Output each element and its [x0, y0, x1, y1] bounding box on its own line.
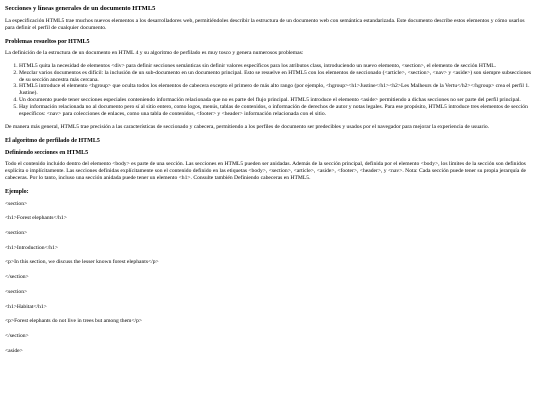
algorithm-heading: El algoritmo de perfilado de HTML5: [5, 137, 100, 144]
code-line: <section>: [5, 288, 28, 295]
code-line: </section>: [5, 332, 29, 339]
code-line: <p>In this section, we discuss the lesser known forest elephants</p>: [5, 259, 159, 266]
problems-summary-paragraph: De manera más general, HTML5 trae precisión a las características de seccionado y cabecera, permitiendo a los perfiles de documento ser predecibles y usados por el navegador para mejorar la experiencia de usuario.: [5, 123, 490, 130]
list-item: 3. HTML5 introduce el elemento <hgroup> que oculta todos los elementos de cabecera excepto el primero de más alto rango (por ejemplo, <hgroup><h1>Justine</h1><h2>Les Malheurs de la Vertu</h2></hgroup> crea el perfil 1. Justine).: [19, 83, 535, 97]
code-line: <aside>: [5, 347, 23, 354]
defining-sections-paragraph: Todo el contenido incluido dentro del elemento <body> es parte de una sección. Las secciones en HTML5 pueden ser anidadas. Además de la sección principal, definida por el elemento <body>, los límites de la sección son definidos explícita o implícitamente. Las secciones definidas explícitamente son el contenido definido en las etiquetas <body>, <section>, <article>, <aside>, <footer>, <header>, y <nav>. Nota: Cada sección puede tener su propia jerarquía de cabeceras. Por lo tanto, incluso una sección anidada puede tener un elemento <h1>. Consulte también Definiendo cabeceras en HTML5.: [5, 160, 527, 181]
problems-intro-paragraph: La definición de la estructura de un documento en HTML 4 y su algoritmo de perfilado es muy tosco y genera numerosos problemas:: [5, 49, 304, 56]
code-line: <h1>Habitat</h1>: [5, 303, 47, 310]
code-line: <p>Forest elephants do not live in trees but among them</p>: [5, 318, 143, 325]
defining-sections-heading: Definiendo secciones en HTML5: [5, 149, 89, 156]
code-line: <section>: [5, 200, 28, 207]
code-line: <h1>Forest elephants</h1>: [5, 215, 67, 222]
list-item: 2. Mezclar varios documentos es difícil: la inclusión de un sub-documento en un documento principal. Esto se resuelve en HTML5 con los elementos de seccionado (<article>, <section>, <nav> y <aside>) son siempre subsecciones de su sección ancestra más cercana.: [19, 70, 535, 84]
list-item: 5. Hay información relacionada no al documento pero sí al sitio entero, como logos, menús, tablas de contenidos, o información de derechos de autor y notas legales. Para ese propósito, HTML5 introduce tres elementos de sección específicos: <nav> para colecciones de enlaces, como una tabla de contenidos, <footer> y <header> información relacionada con el sitio.: [19, 104, 535, 118]
intro-paragraph: La especificación HTML5 trae muchos nuevos elementos a los desarrolladores web, permitiéndoles describir la estructura de un documento web con semántica estandarizada. Este documento describe estos elementos y cómo usarlos para definir el perfil de cualquier documento.: [5, 18, 525, 31]
page-title: Secciones y líneas generales de un documento HTML5: [5, 5, 156, 12]
code-line: <section>: [5, 230, 28, 236]
code-line: </section>: [5, 274, 29, 281]
code-line: <h1>Introduction</h1>: [5, 244, 59, 251]
example-code: [5, 201, 535, 355]
list-item: 4. Un documento puede tener secciones especiales conteniendo información relacionada que no es parte del flujo principal. HTML5 introduce el elemento <aside> permitiendo a dichas secciones no ser parte del perfil principal.: [19, 97, 535, 104]
example-heading: Ejemplo:: [5, 188, 29, 195]
problems-list: [5, 63, 535, 118]
problems-heading: Problemas resueltos por HTML5: [5, 38, 90, 45]
list-item: 1. HTML5 quita la necesidad de elementos <div> para definir secciones semánticas sin definir valores específicos para los atributos class, introduciendo un nuevo elemento, <section>, el elemento de sección HTML.: [19, 63, 535, 70]
